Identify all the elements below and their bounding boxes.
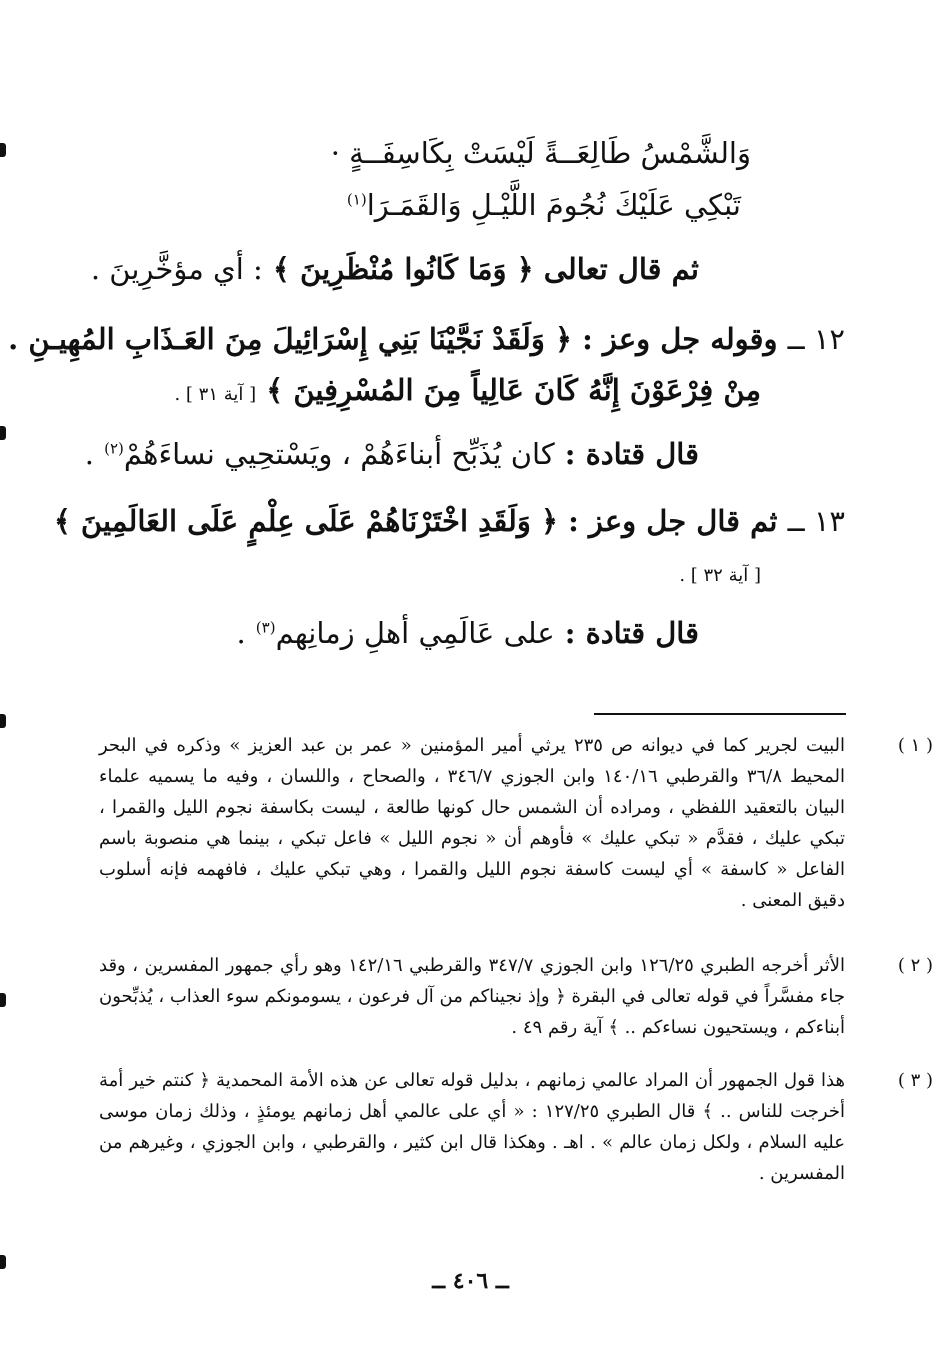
poem-line-2: [347, 188, 741, 222]
footnote-ref-2: (٢): [104, 439, 124, 458]
paragraph-lead: ثم قال تعالى: [543, 252, 699, 286]
item-13-line-2: [679, 565, 761, 586]
item-number: ١٢ ــ: [787, 322, 845, 356]
poem-line-2-text: تَبْكِي عَلَيْكَ نُجُومَ اللَّيْـلِ وَالقَمَـرَا: [366, 188, 741, 222]
quote-text: على عَالَمِي أهلِ زمانِهم: [275, 616, 555, 650]
paragraph-tail: : أي مؤخَّرِينَ .: [90, 252, 263, 286]
footnote-number: ( ٣ ): [897, 1070, 933, 1091]
item-13-line-1: [54, 504, 845, 538]
binding-mark: [0, 714, 6, 728]
qatada-quote-2: [236, 616, 699, 650]
footnote-text: البيت لجرير كما في ديوانه ص ٢٣٥ يرثي أمير المؤمنين « عمر بن عبد العزيز » وذكره في البحر المحيط ٣٦/٨ والقرطبي ١٤٠/١٦ وابن الجوزي ٣٤٦/٧ ، والصحاح ، واللسان ، وفيه ما يسميه علماء البيان بالتعقيد اللفظي ، ومراده أن الشمس حال كونها طالعة ، ليست بكاسفة نجوم الليل والقمرا ، تبكي عليك ، فقدَّم « تبكي عليك » فأوهم أن « نجوم الليل » فاعل تبكي ، بينما هي منصوبة باسم الفاعل « كاسفة » أي ليست كاسفة نجوم الليل والقمرا ، وهي تبكي عليك ، فافهمه فإنه أسلوب دقيق المعنى .: [99, 735, 845, 911]
footnote-2: [99, 950, 933, 1043]
item-12-line-1: [8, 322, 845, 356]
binding-mark: [0, 426, 6, 440]
binding-mark: [0, 993, 6, 1007]
binding-mark: [0, 1255, 6, 1269]
speaker-label: قال قتادة :: [564, 437, 699, 471]
quran-quote: ﴿ وَلَقَدِ اخْتَرْنَاهُمْ عَلَى عِلْمٍ عَلَى العَالَمِينَ ﴾: [53, 504, 558, 538]
verse-reference: [ آية ٣١ ] .: [174, 384, 257, 405]
speaker-label: قال قتادة :: [564, 616, 699, 650]
item-number: ١٣ ــ: [787, 504, 845, 538]
footnote-divider: [594, 713, 846, 715]
footnote-number: ( ٢ ): [897, 955, 933, 976]
item-lead: ثم قال جل وعز :: [568, 504, 778, 538]
binding-mark: [0, 143, 6, 157]
paragraph-then-said: [91, 252, 699, 286]
footnote-ref-3: (٣): [255, 618, 276, 637]
qatada-quote-1: [85, 437, 699, 471]
quran-quote: ﴿ وَمَا كَانُوا مُنْظَرِينَ ﴾: [272, 252, 534, 286]
quran-quote: ﴿ وَلَقَدْ نَجَّيْنَا بَنِي إِسْرَائِيلَ مِنَ العَـذَابِ المُهِيـنِ .: [8, 322, 572, 356]
footnote-text: الأثر أخرجه الطبري ١٢٦/٢٥ وابن الجوزي ٣٤٧/٧ والقرطبي ١٤٢/١٦ وهو رأي جمهور المفسرين ، وقد جاء مفسَّراً في قوله تعالى في البقرة ﴿ وإذ نجيناكم من آل فرعون ، يسومونكم سوء العذاب ، يُذبِّحون أبناءكم ، ويستحيون نساءكم .. ﴾ آية رقم ٤٩ .: [99, 955, 846, 1038]
footnote-number: ( ١ ): [897, 735, 933, 756]
item-12-line-2: [174, 373, 761, 407]
sentence-end: .: [236, 616, 246, 650]
item-lead: وقوله جل وعز :: [582, 322, 778, 356]
footnote-1: [99, 730, 933, 916]
quote-text: كان يُذَبِّح أبناءَهُمْ ، ويَسْتحِيي نساءَهُمْ: [123, 437, 555, 471]
verse-reference: [ آية ٣٢ ] .: [679, 565, 761, 586]
sentence-end: .: [84, 437, 94, 471]
page-number: ــ ٤٠٦ ــ: [432, 1268, 509, 1294]
poem-line-1: وَالشَّمْسُ طَالِعَــةً لَيْسَتْ بِكَاسِفَــةٍ ·: [330, 136, 751, 170]
footnote-3: [99, 1065, 933, 1189]
footnote-text: هذا قول الجمهور أن المراد عالمي زمانهم ، بدليل قوله تعالى عن هذه الأمة المحمدية ﴿ كنتم خير أمة أخرجت للناس .. ﴾ قال الطبري ١٢٧/٢٥ : « أي على عالمي أهل زمانهم يومئذٍ ، وذلك زمان موسى عليه السلام ، ولكل زمان عالم » . اهـ . وهكذا قال ابن كثير ، والقرطبي ، وابن الجوزي ، وغيرهم من المفسرين .: [99, 1070, 845, 1184]
quran-quote-continued: مِنْ فِرْعَوْنَ إِنَّهُ كَانَ عَالِياً مِنَ المُسْرِفِينَ ﴾: [266, 373, 761, 407]
footnote-ref-1: (١): [346, 190, 367, 209]
